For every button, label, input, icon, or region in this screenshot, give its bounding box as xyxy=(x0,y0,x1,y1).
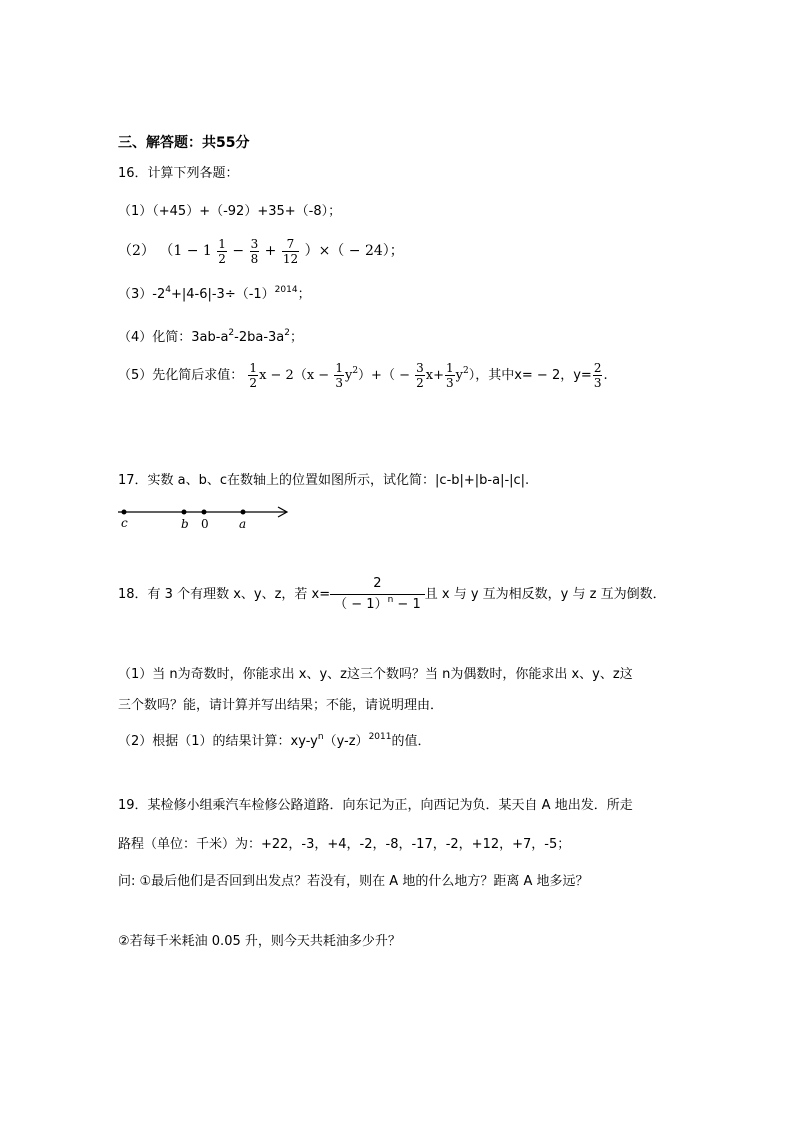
fraction-denominator: 3 xyxy=(445,376,454,390)
formula-text: y xyxy=(344,368,353,383)
fraction-numerator: 7 xyxy=(282,237,299,252)
q16-part2-label: （2） xyxy=(118,243,155,259)
q18-part2-text: （y-z） xyxy=(323,734,369,749)
plus-sign: + xyxy=(264,243,277,259)
q16-part2 xyxy=(118,236,404,266)
section-title: 三、解答题：共55分 xyxy=(118,135,250,151)
exponent: 2011 xyxy=(368,732,392,742)
fraction-numerator: 1 xyxy=(249,361,258,375)
fraction-denominator: 12 xyxy=(282,251,299,266)
q18-stem-text: 且 x 与 y 互为相反数，y 与 z 互为倒数． xyxy=(424,587,666,602)
fraction xyxy=(593,361,603,390)
q18-part1-line2: 三个数吗？能，请计算并写出结果；不能，请说明理由． xyxy=(118,698,444,713)
formula-text: . xyxy=(603,368,608,383)
q16-part3-text: ； xyxy=(297,287,311,302)
fraction-denominator xyxy=(330,595,425,615)
q18-stem xyxy=(118,574,666,615)
point-c xyxy=(122,510,127,515)
fraction-denominator: 3 xyxy=(335,376,343,390)
q16-part4-text: -2ba-3a xyxy=(234,330,285,345)
fraction-denominator: 2 xyxy=(249,376,258,390)
q16-part5-label: （5）先化简后求值： xyxy=(118,368,244,383)
fraction-numerator: 2 xyxy=(330,574,425,595)
q19-line3: 问: ①最后他们是否回到出发点？若没有，则在 A 地的什么地方？距离 A 地多远？ xyxy=(118,874,589,889)
denominator-text: （ − 1） xyxy=(334,597,388,612)
fraction-denominator: 8 xyxy=(250,251,259,266)
q18-part1-line1: （1）当 n为奇数时，你能求出 x、y、z这三个数吗？当 n为偶数时，你能求出 x、y、z这 xyxy=(118,667,633,682)
q16-part2-close: ）×（ − 24）； xyxy=(304,243,404,259)
point-a xyxy=(241,510,246,515)
label-c: c xyxy=(121,516,128,530)
q16-part3 xyxy=(118,286,311,304)
exponent: 2 xyxy=(284,328,290,338)
fraction-numerator: 1 xyxy=(218,236,226,251)
fraction-numerator: 3 xyxy=(250,236,259,251)
q19-line4: ②若每千米耗油 0.05 升，则今天共耗油多少升？ xyxy=(118,934,401,949)
fraction-denominator: 2 xyxy=(218,251,226,266)
fraction-denominator: 3 xyxy=(593,376,602,390)
fraction xyxy=(330,574,425,615)
fraction-numerator: 3 xyxy=(416,361,424,375)
exponent: 2 xyxy=(462,366,469,376)
formula-text: x − 2（x − xyxy=(259,368,334,383)
fraction xyxy=(248,361,258,390)
formula-text: y xyxy=(455,368,463,383)
q18-part2-text: （2）根据（1）的结果计算：xy-y xyxy=(118,734,318,749)
fraction xyxy=(250,237,260,266)
fraction-denominator: 2 xyxy=(416,376,424,390)
q16-part4-text: （4）化简：3ab-a xyxy=(118,330,229,345)
q18-stem-text: 18．有 3 个有理数 x、y、z，若 x= xyxy=(118,587,331,602)
q16-part2-open: （1 − 1 xyxy=(159,243,212,259)
denominator-text: − 1 xyxy=(393,597,421,612)
label-zero: 0 xyxy=(201,517,209,531)
label-a: a xyxy=(239,517,247,531)
fraction-numerator: 1 xyxy=(335,361,343,375)
fraction-numerator: 1 xyxy=(445,361,454,375)
exponent: 2 xyxy=(352,366,359,376)
fraction xyxy=(282,237,299,266)
exponent: 2 xyxy=(228,328,235,338)
q16-part3-text: +|4-6|-3÷（-1） xyxy=(170,287,275,302)
q16-part5 xyxy=(118,360,608,392)
fraction xyxy=(217,237,227,266)
q16-part1: （1）（+45）+（-92）+35+（-8）； xyxy=(118,204,342,219)
q16-part4 xyxy=(118,329,303,347)
formula-text: x+ xyxy=(425,368,444,383)
exponent: 4 xyxy=(165,285,171,295)
q17-stem: 17．实数 a、b、c在数轴上的位置如图所示，试化简：|c-b|+|b-a|-|c|. xyxy=(118,473,530,488)
exponent: n xyxy=(317,732,324,742)
formula-text: ），其中x= − 2，y= xyxy=(468,368,592,383)
fraction xyxy=(445,361,455,390)
q18-part2-text: 的值． xyxy=(391,734,431,749)
q18-part2 xyxy=(118,733,430,751)
minus-sign: − xyxy=(232,243,245,259)
q19-line1: 19．某检修小组乘汽车检修公路道路．向东记为正，向西记为负．某天自 A 地出发．所走 xyxy=(118,798,633,813)
q19-line2: 路程（单位：千米）为：+22，-3，+4，-2，-8，-17，-2，+12，+7，-5； xyxy=(118,837,571,852)
fraction xyxy=(415,361,425,390)
point-zero xyxy=(202,510,207,515)
exponent: 2014 xyxy=(274,285,298,295)
point-b xyxy=(182,510,187,515)
formula-text: ）+（ − xyxy=(358,368,415,383)
exponent: n xyxy=(387,595,394,605)
number-line xyxy=(118,503,298,531)
label-b: b xyxy=(181,517,189,531)
q16-part4-text: ； xyxy=(290,330,304,345)
fraction xyxy=(334,361,344,390)
q16-stem: 16．计算下列各题： xyxy=(118,166,239,181)
fraction-numerator: 2 xyxy=(593,361,602,375)
q16-part3-text: （3）-2 xyxy=(118,287,166,302)
